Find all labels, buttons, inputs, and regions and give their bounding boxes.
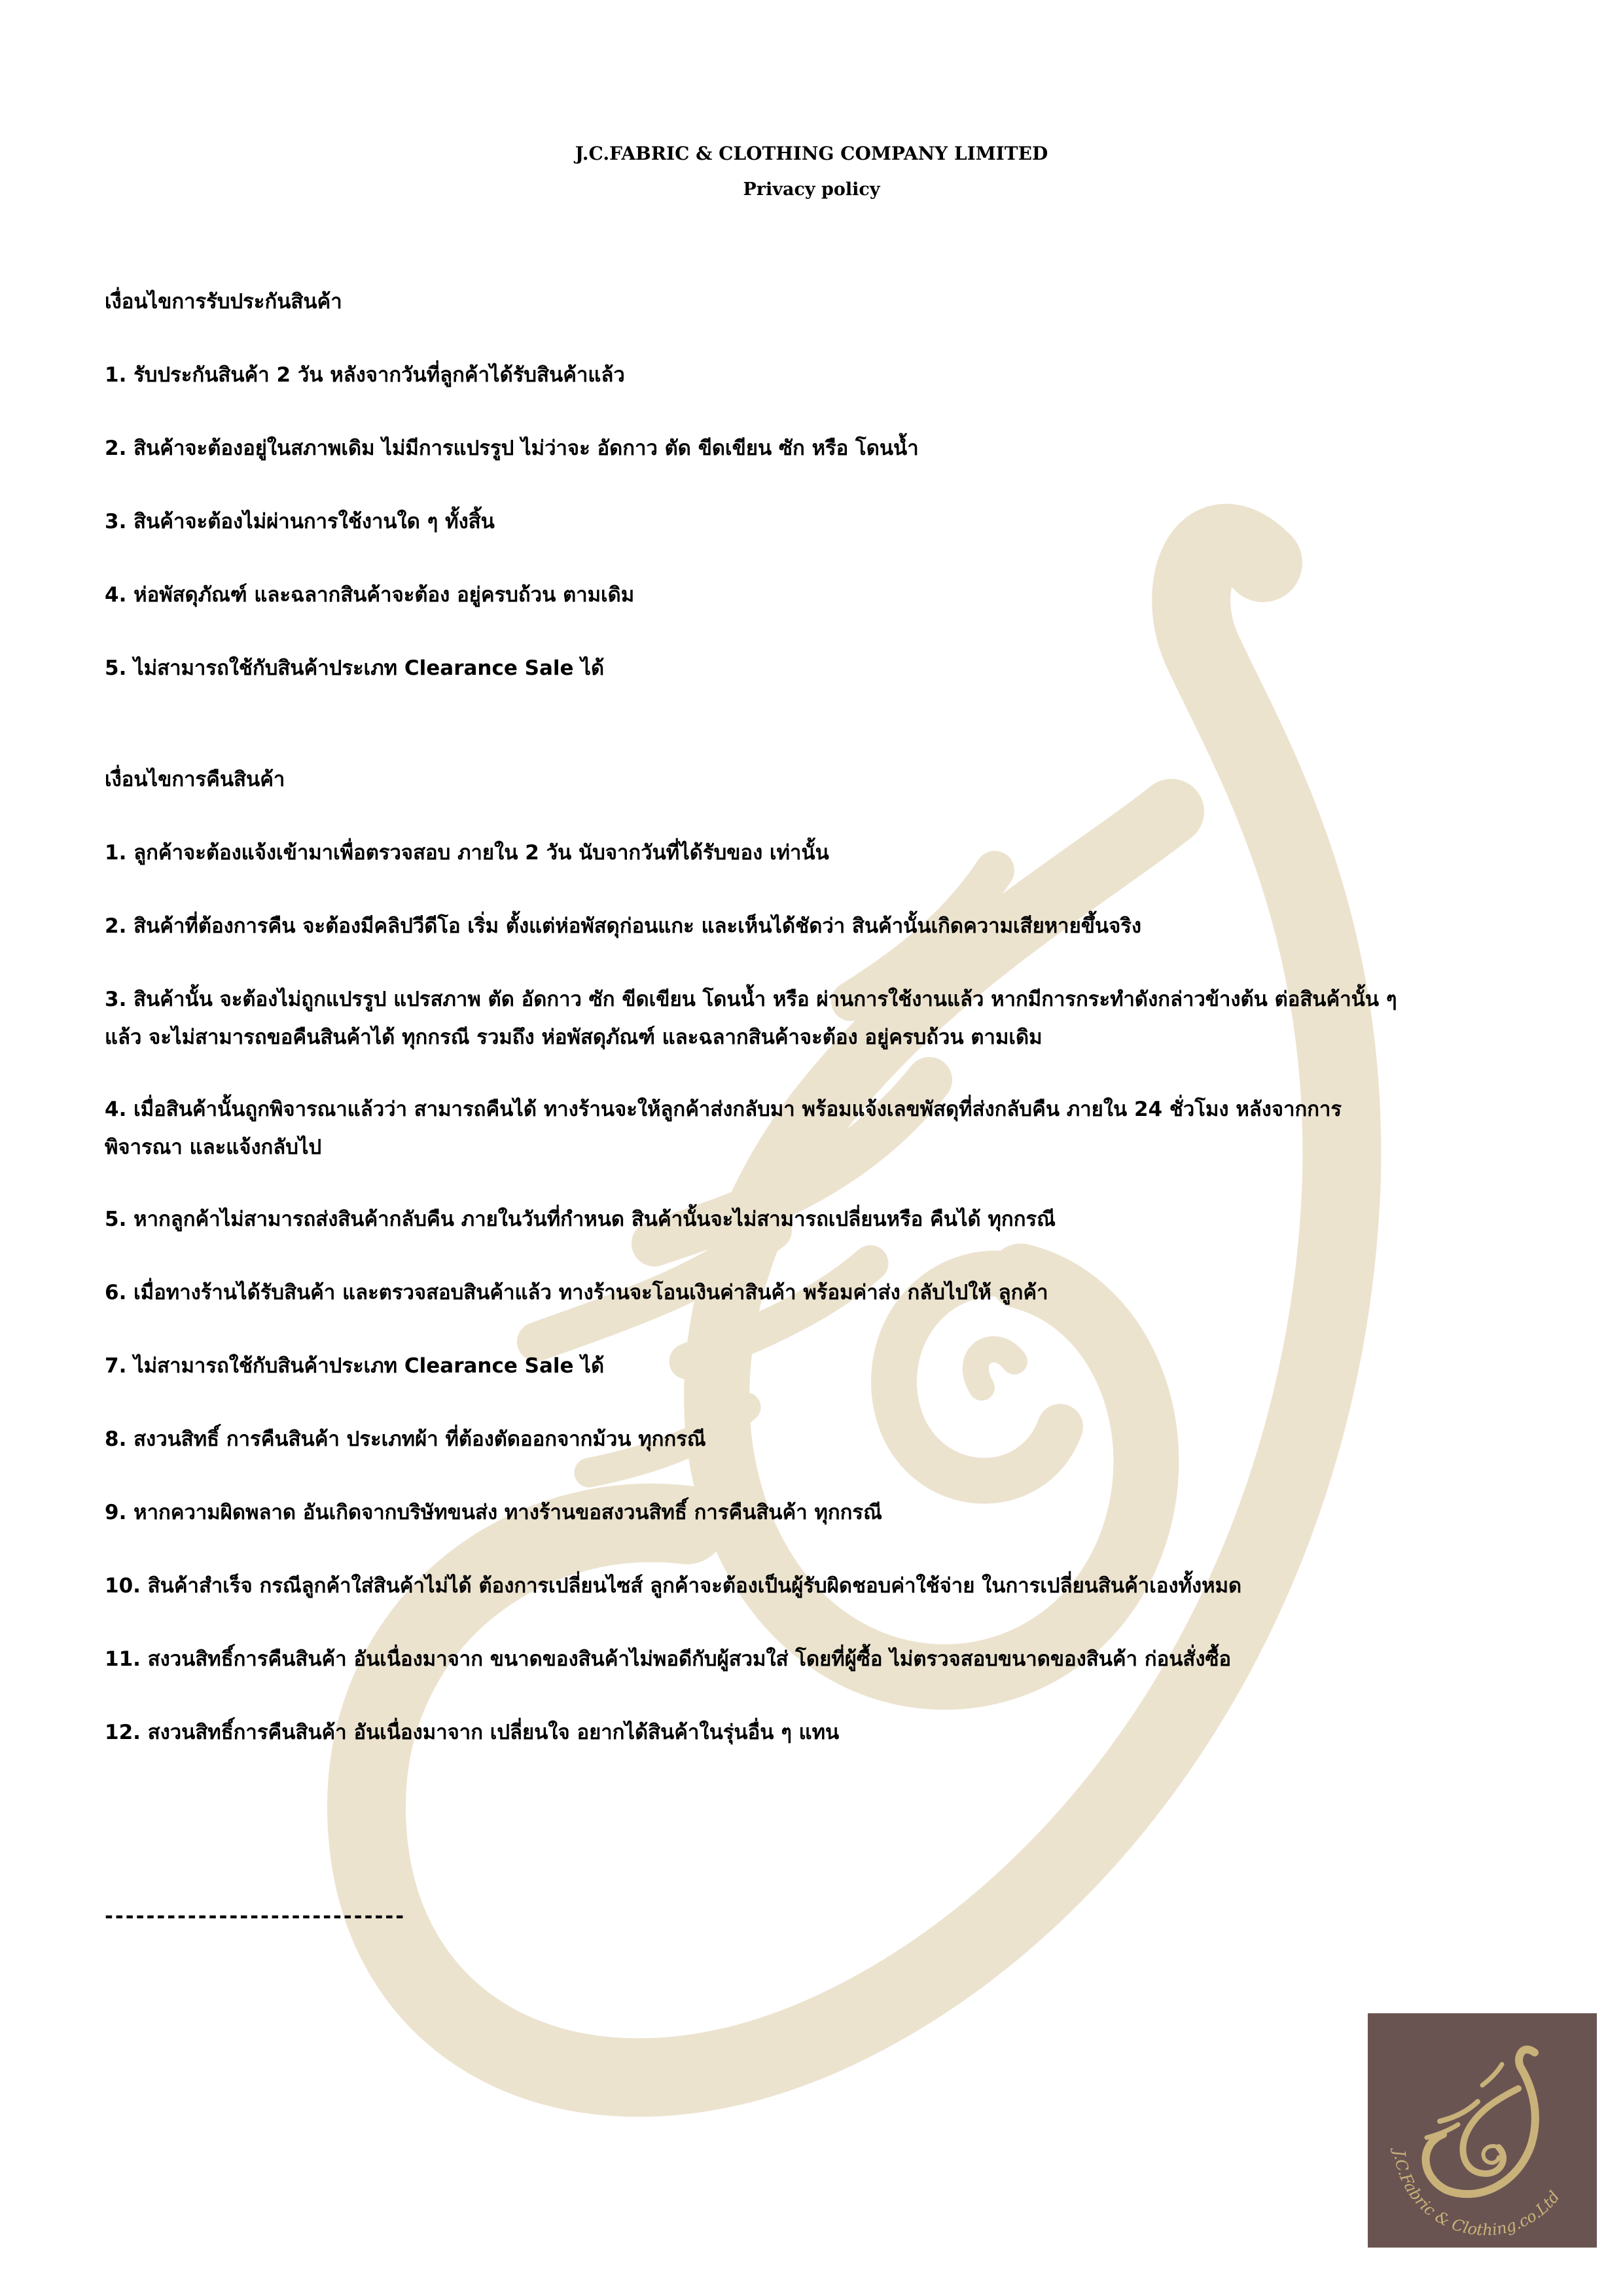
returns-item-7: 7. ไม่สามารถใช้กับสินค้าประเภท Clearance Sale ได้: [105, 1354, 605, 1378]
returns-item-8: 8. สงวนสิทธิ์ การคืนสินค้า ประเภทผ้า ที่ต้องตัดออกจากม้วน ทุกกรณี: [105, 1427, 706, 1451]
company-name: J.C.FABRIC & CLOTHING COMPANY LIMITED: [575, 143, 1048, 164]
warranty-heading: เงื่อนไขการรับประกันสินค้า: [105, 290, 342, 314]
returns-item-3: 3. สินค้านั้น จะต้องไม่ถูกแปรรูป แปรสภาพ ตัด อัดกาว ซัก ขีดเขียน โดนน้ำ หรือ ผ่านการใช้งานแล้ว หากมีการกระทำดังกล่าวข้างต้น ต่อสินค้านั้น ๆ แล้ว จะไม่สามารถขอคืนสินค้าได้ ทุกกรณี รวมถึง ห่อพัสดุภัณฑ์ และฉลากสินค้าจะต้อง อยู่ครบถ้วน ตามเดิม: [105, 988, 1397, 1049]
signature-line: -----------------------------: [105, 1905, 406, 1928]
warranty-item-2: 2. สินค้าจะต้องอยู่ในสภาพเดิม ไม่มีการแปรรูป ไม่ว่าจะ อัดกาว ตัด ขีดเขียน ซัก หรือ โดนน้ำ: [105, 437, 919, 460]
returns-item-6: 6. เมื่อทางร้านได้รับสินค้า และตรวจสอบสินค้าแล้ว ทางร้านจะโอนเงินค่าสินค้า พร้อมค่าส่ง กลับไปให้ ลูกค้า: [105, 1281, 1048, 1304]
returns-item-4: 4. เมื่อสินค้านั้นถูกพิจารณาแล้วว่า สามารถคืนได้ ทางร้านจะให้ลูกค้าส่งกลับมา พร้อมแจ้งเลขพัสดุที่ส่งกลับคืน ภายใน 24 ชั่วโมง หลังจากการพิจารณา และแจ้งกลับไป: [105, 1098, 1342, 1159]
warranty-item-3: 3. สินค้าจะต้องไม่ผ่านการใช้งานใด ๆ ทั้งสิ้น: [105, 510, 495, 533]
returns-item-10: 10. สินค้าสำเร็จ กรณีลูกค้าใส่สินค้าไม่ได้ ต้องการเปลี่ยนไซส์ ลูกค้าจะต้องเป็นผู้รับผิดชอบค่าใช้จ่าย ในการเปลี่ยนสินค้าเองทั้งหมด: [105, 1574, 1242, 1598]
returns-item-9: 9. หากความผิดพลาด อันเกิดจากบริษัทขนส่ง ทางร้านขอสงวนสิทธิ์ การคืนสินค้า ทุกกรณี: [105, 1501, 882, 1524]
document-subtitle: Privacy policy: [743, 179, 880, 200]
returns-item-1: 1. ลูกค้าจะต้องแจ้งเข้ามาเพื่อตรวจสอบ ภายใน 2 วัน นับจากวันที่ได้รับของ เท่านั้น: [105, 841, 829, 865]
warranty-item-1: 1. รับประกันสินค้า 2 วัน หลังจากวันที่ลูกค้าได้รับสินค้าแล้ว: [105, 363, 625, 387]
returns-item-2: 2. สินค้าที่ต้องการคืน จะต้องมีคลิปวีดีโอ เริ่ม ตั้งแต่ห่อพัสดุก่อนแกะ และเห็นได้ชัดว่า สินค้านั้นเกิดความเสียหายขึ้นจริง: [105, 914, 1142, 938]
returns-item-5: 5. หากลูกค้าไม่สามารถส่งสินค้ากลับคืน ภายในวันที่กำหนด สินค้านั้นจะไม่สามารถเปลี่ยนหรือ คืนได้ ทุกกรณี: [105, 1208, 1056, 1231]
logo-text: J.C.Fabric & Clothing.co.Ltd: [1389, 2149, 1563, 2240]
returns-heading: เงื่อนไขการคืนสินค้า: [105, 768, 285, 791]
warranty-item-5: 5. ไม่สามารถใช้กับสินค้าประเภท Clearance Sale ได้: [105, 656, 605, 680]
warranty-item-4: 4. ห่อพัสดุภัณฑ์ และฉลากสินค้าจะต้อง อยู่ครบถ้วน ตามเดิม: [105, 583, 635, 607]
returns-item-11: 11. สงวนสิทธิ์การคืนสินค้า อันเนื่องมาจาก ขนาดของสินค้าไม่พอดีกับผู้สวมใส่ โดยที่ผู้ซื้อ ไม่ตรวจสอบขนาดของสินค้า ก่อนสั่งซื้อ: [105, 1647, 1232, 1671]
company-logo: [1368, 2013, 1597, 2248]
returns-item-12: 12. สงวนสิทธิ์การคืนสินค้า อันเนื่องมาจาก เปลี่ยนใจ อยากได้สินค้าในรุ่นอื่น ๆ แทน: [105, 1721, 840, 1744]
